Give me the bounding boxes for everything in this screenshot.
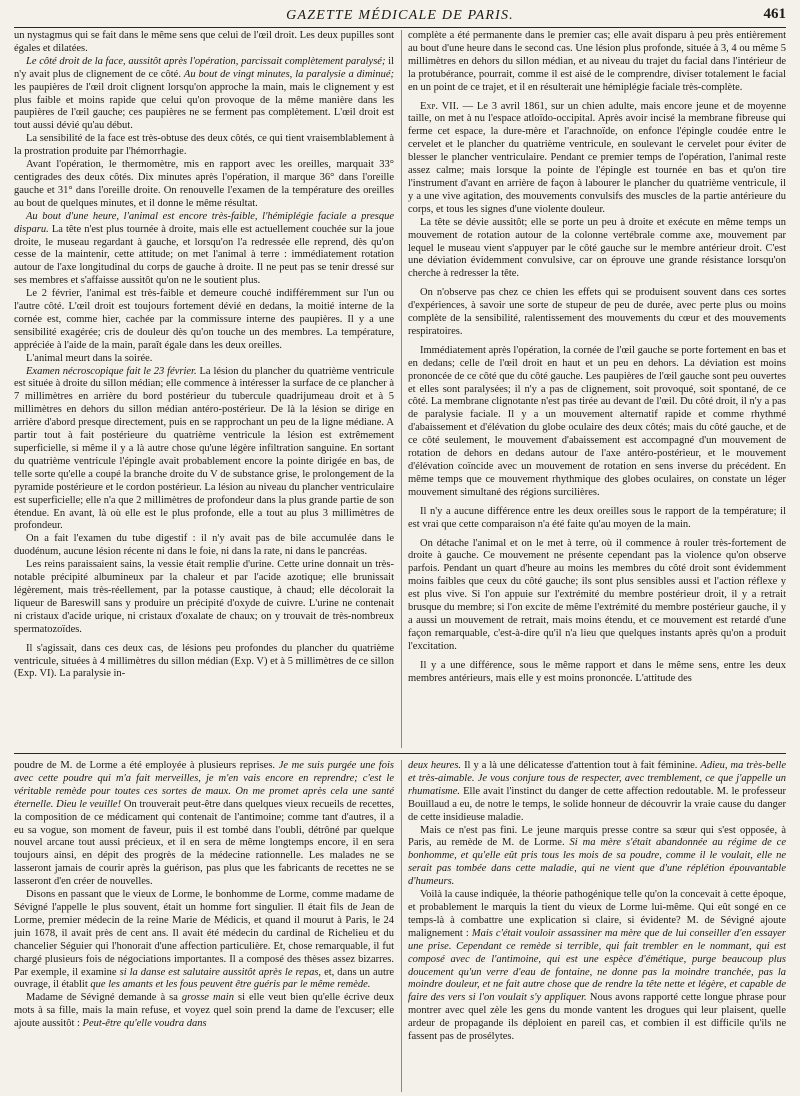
paragraph: poudre de M. de Lorme a été employée à plusieurs reprises. Je me suis purgée une fois avec cette poudre qui m'a fait merveilles, je m'en vais encore en reprendre; c'est le véritable remède pour toutes ces sortes de maux. On me promet après cela une santé éternelle. Dieu le veuille! On trouverait peut-être dans quelques vieux recueils de recettes, la composition de ce médicament qui contenait de l'antimoine; comme tant d'autres, il a eu sa vogue, son moment de faveur, puis il est tombé dans l'oubli, détrôné par quelque nouvel arcane tout aussi précieux, et il en sera de même longtemps encore, il en sera toujours ainsi, en dépit des progrès de la médecine rationnelle. Les malades ne se lasseront jamais de courir après la guérison, pas plus que les fabricants de recettes ne se lasseront d'en créer de nouvelles. <box>14 760 394 888</box>
paragraph: Il s'agissait, dans ces deux cas, de lésions peu profondes du plancher du quatrième ventricule, situées à 4 millimètres du sillon médian (Exp. V) et à 5 millimètres de ce sillon (Exp. VI). La paralysie in- <box>14 642 394 680</box>
top-right-column <box>408 30 786 748</box>
paragraph: Au bout d'une heure, l'animal est encore très-faible, l'hémiplégie faciale a presque disparu. La tête n'est plus tournée à droite, mais elle est actuellement couchée sur la joue droite, le museau regardant à gauche, et lorsqu'on l'a redressée elle reprend, dès qu'on cesse de la maintenir, cette attitude; on met l'animal à terre : immédiatement rotation autour de l'axe longitudinal du corps de gauche à droite. Il ne peut pas se tenir dressé sur ses membres et s'affaisse aussitôt qu'on ne le soutient plus. <box>14 210 394 287</box>
paragraph: Voilà la cause indiquée, la théorie pathogénique telle qu'on la concevait à cette époque, et probablement le marquis la tient du vieux de Lorme lui-même. Qui eût songé en ce temps-là à combattre une explication si claire, si évidente? M. de Sévigné ajoute malignement : Mais c'était vouloir assassiner ma mère que de lui conseiller d'en essayer une prise. Cependant ce remède si terrible, qui fait trembler en le nommant, qui est composé avec de l'antimoine, qui est une espèce d'émétique, purge beaucoup plus doucement qu'un verre d'eau de fontaine, ne donne pas la moindre tranchée, pas la moindre douleur, et ne fait autre chose que de rendre la tête nette et légère, et capable de faire des vers si l'on voulait s'y appliquer. Nous avons rapporté cette longue phrase pour montrer avec quel zèle les gens du monde vantent les drogues qui leur plaisent, quelle ardeur de propagande ils déploient en pareil cas, et combien il est difficile qu'ils ne fassent pas de prosélytes. <box>408 889 786 1043</box>
column-divider-bottom <box>401 760 402 1092</box>
paragraph: deux heures. Il y a là une délicatesse d'attention tout à fait féminine. Adieu, ma très-belle et très-aimable. Je vous conjure tous de respecter, avec tremblement, ce que j'appelle un rhumatisme. Elle avait l'instinct du danger de cette affection redoutable. M. le professeur Bouillaud a eu, de notre le temps, le solide honneur de découvrir la vraie cause du danger de cette insidieuse maladie. <box>408 760 786 823</box>
paragraph: La tête se dévie aussitôt; elle se porte un peu à droite et exécute en même temps un mouvement de rotation autour de la colonne vertébrale comme axe, mouvement par lequel le museau vient s'appuyer par le côté gauche sur le membre antérieur droit. C'est une déviation évidemment convulsive, car on éprouve une grande résistance lorsqu'on cherche à redresser la tête. <box>408 216 786 280</box>
paragraph: Madame de Sévigné demande à sa grosse main si elle veut bien qu'elle écrive deux mots à sa fille, mais la main refuse, et voyez quel soin prend la dame de l'excuser; elle ajoute aussitôt : Peut-être qu'elle voudra dans <box>14 992 394 1030</box>
paragraph: On a fait l'examen du tube digestif : il n'y avait pas de bile accumulée dans le duodénum, aucune lésion récente ni dans le foie, ni dans la rate, ni dans le pancréas. <box>14 533 394 558</box>
paragraph: On n'observe pas chez ce chien les effets qui se produisent souvent dans ces sortes d'expériences, à savoir une sorte de stupeur de peu de durée, avec perte plus ou moins complète de la sensibilité, ralentissement des mouvements du cœur et des mouvements respiratoires. <box>408 287 786 337</box>
paragraph: Mais ce n'est pas fini. Le jeune marquis presse contre sa sœur qui s'est opposée, à Paris, au remède de M. de Lorme. Si ma mère s'était abandonnée au régime de ce bonhomme, et qu'elle eût pris tous les mois de sa poudre, comme il le voulait, elle ne serait pas tombée dans cette maladie, qui ne vient que d'une réplétion épouvantable d'humeurs. <box>408 824 786 888</box>
paragraph: Examen nécroscopique fait le 23 février. La lésion du plancher du quatrième ventricule est située à droite du sillon médian; elle commence à intéresser la surface de ce plancher à 7 millimètres en arrière du bord postérieur du tubercule quadrijumeau droit et à 5 millimètres en dehors du sillon médian antéro-postérieur. De là la lésion se dirige en arrière d'abord presque directement, puis en se rapprochant un peu de la ligne médiane. A partir tout à fait postérieure du quatrième ventricule la lésion est extrêmement superficielle, si même il y a là autre chose qu'une légère infiltration sanguine. En sortant du quatrième ventricule l'épingle avait probablement encore la pointe dirigée en bas, de telle sorte qu'elle a coupé la branche droite du V de substance grise, le prolongement de la pyramide postérieure et le cordon postérieur. La lésion au niveau du plancher ventriculaire est superficielle; elle n'a que 2 millimètres de profondeur dans la plus grande partie de son étendue. En avant, là où elle est le plus profonde, elle a tout au plus 3 millimètres de profondeur. <box>14 365 394 532</box>
paragraph: un nystagmus qui se fait dans le même sens que celui de l'œil droit. Les deux pupilles sont égales et dilatées. <box>14 30 394 54</box>
paragraph: complète a été permanente dans le premier cas; elle avait disparu à peu près entièrement au bout d'une heure dans le second cas. Une lésion plus profonde, située à 3, 4 ou même 5 millimètres en dehors du sillon médian, et au niveau du trajet du facial dans l'intérieur de la protubérance, pourrait, comme il est aisé de le comprendre, diviser totalement le facial en un point de ce trajet, et il en résulterait une hémiplégie faciale très-complète. <box>408 30 786 93</box>
paragraph: On détache l'animal et on le met à terre, où il commence à rouler très-fortement de droite à gauche. Ce mouvement ne présente cependant pas la violence qu'on observe parfois. Pendant un quart d'heure au moins les membres du côté droit sont évidemment moins faibles que ceux du côté gauche; ils sont plus sensibles aussi et l'action réflexe y est plus vive. Si l'on appuie sur l'extrémité du membre postérieur droit, il y a retrait brusque du membre; si l'on excite de même l'extrémité du membre postérieur gauche, il y a aussi un mouvement de retrait, mais moins étendu, et ce mouvement est retardé d'une façon remarquable, c'est-à-dire qu'il n'a lieu que quelques instants après qu'on a produit l'excitation. <box>408 537 786 652</box>
feuilleton-rule <box>14 753 786 754</box>
page-header <box>14 6 786 28</box>
header-rule <box>14 27 786 28</box>
paragraph: Il y a une différence, sous le même rapport et dans le même sens, entre les deux membres antérieurs, mais elle y est moins prononcée. L'attitude des <box>408 659 786 684</box>
bottom-right-column <box>408 760 786 1092</box>
paragraph: La sensibilité de la face est très-obtuse des deux côtés, ce qui tient vraisemblablement à la prostration produite par l'hémorrhagie. <box>14 133 394 158</box>
top-left-column <box>14 30 394 748</box>
journal-title: GAZETTE MÉDICALE DE PARIS. <box>286 8 514 23</box>
experiment-heading-paragraph: Exp. VII. — Le 3 avril 1861, sur un chien adulte, mais encore jeune et de moyenne taille, on met à nu l'espace atloïdo-occipital. Après avoir incisé la membrane fibreuse qui ferme cet espace, la dure-mère et l'arachnoïde, on enfonce l'épingle coudée entre le cervelet et le plancher du quatrième ventricule, en soulevant le cervelet pour éviter de blesser le plancher ventriculaire. Pendant ce premier temps de l'opération, l'animal reste assez calme; mais lorsque la pointe de l'épingle est tournée en bas et qu'on tire l'instrument d'avant en arrière de façon à labourer le plancher du quatrième ventricule, il y a une vive agitation, des mouvements convulsifs des muscles de la partie antérieure du corps, et tous les signes d'une violente douleur. <box>408 100 786 215</box>
bottom-left-column <box>14 760 394 1092</box>
paragraph: Le côté droit de la face, aussitôt après l'opération, parcissait complètement paralysé; il n'y avait plus de clignement de ce côté. Au bout de vingt minutes, la paralysie a diminué; les paupières de l'œil droit clignent lorsqu'on approche la main, mais le clignement y est plus faible et moins rapide que celui qu'on provoque de la même manière dans les paupières de l'œil gauche; ces paupières ne se ferment pas complètement. L'œil droit est tout aussi dévié qu'au début. <box>14 55 394 132</box>
paragraph: L'animal meurt dans la soirée. <box>26 352 153 364</box>
column-divider-top <box>401 30 402 748</box>
page-number: 461 <box>763 6 786 22</box>
paragraph: Les reins paraissaient sains, la vessie était remplie d'urine. Cette urine donnait un très-notable précipité albumineux par la chaleur et par l'acide azotique; elle brunissait légèrement, mais très-réellement, par la potasse caustique, à chaud; elle décolorait la liqueur de Bareswill sans y produire un précipité d'oxyde de cuivre. L'urine ne contenait ni cristaux d'acide urique, ni cristaux d'oxalate de chaux; on y trouvait de très-nombreux spermatozoïdes. <box>14 559 394 635</box>
paragraph: Il n'y a aucune différence entre les deux oreilles sous le rapport de la température; il est vrai que cette comparaison n'a été faite qu'au moyen de la main. <box>408 505 786 530</box>
paragraph: Disons en passant que le vieux de Lorme, le bonhomme de Lorme, comme madame de Sévigné l'appelle le plus souvent, était un homme fort singulier. Il était fils de Jean de Lorme, premier médecin de la reine Marie de Médicis, et quand il mourut à Paris, le 24 juin 1678, il avait près de cent ans. Il avait été médecin du cardinal de Richelieu et du chancelier Séguier qui l'honorait d'une affection particulière. Et, chose remarquable, il fut chargé plusieurs fois de négociations importantes. Il a composé des thèses assez bizarres. Par exemple, il examine si la danse est salutaire aussitôt après le repas, et, dans un autre ouvrage, il établit que les amants et les fous peuvent être guéris par le même remède. <box>14 889 394 991</box>
paragraph: Le 2 février, l'animal est très-faible et demeure couché indifféremment sur l'un ou l'autre côté. L'œil droit est toujours fortement dévié en dedans, la moitié interne de la cornée est, comme hier, cachée par la commissure interne des paupières. Il y a une sensibilité exagérée; cris de douleur dès qu'on touche un des membres. La température, appréciée à l'aide de la main, paraît égale dans les deux oreilles. <box>14 288 394 351</box>
paragraph: Immédiatement après l'opération, la cornée de l'œil gauche se porte fortement en bas et en dedans; celle de l'œil droit en haut et un peu en dehors. La déviation est moins prononcée de ce côté que du côté gauche. Les paupières de l'œil gauche sont peu ouvertes et elles sont paralysées; il n'y a pas de clignement, soit provoqué, soit spontané, de ce côté. La membrane clignotante n'est pas tirée au devant de l'œil. Du côté droit, il n'y a pas de paralysie faciale. Il y a un mouvement alternatif rapide et comme rhythmé d'abaissement et d'élévation du globe oculaire des deux côtés; mais du côté gauche, et de ce côté seulement, le mouvement d'abaissement est accompagné d'un mouvement de rotation de dehors en dedans autour de l'axe antéro-postérieur, et le mouvement d'élévation coïncide avec un mouvement de rotation en sens inverse du précédent. En même temps que ce mouvement rhythmique des globes oculaires, on constate un léger mouvement simultané des régions surcilières. <box>408 344 786 498</box>
paragraph: Avant l'opération, le thermomètre, mis en rapport avec les oreilles, marquait 33° centigrades des deux côtés. Dix minutes après l'opération, il marque 36° dans l'oreille gauche et 31° dans l'oreille droite. On renouvelle l'examen de la température des oreilles au bout de quelques minutes, et il donne le même résultat. <box>14 159 394 209</box>
